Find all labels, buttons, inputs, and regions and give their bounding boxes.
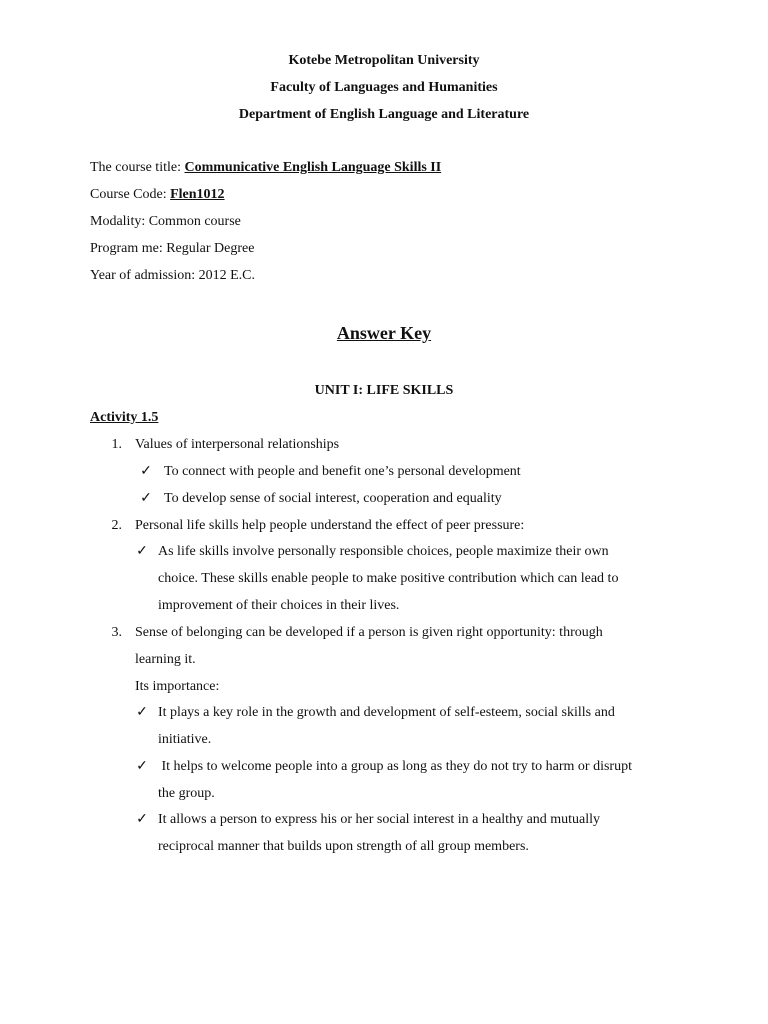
activity-title: Activity 1.5 (90, 410, 159, 425)
admission-line: Year of admission: 2012 E.C. (90, 268, 256, 283)
bullet-text-line: It plays a key role in the growth and development of self-esteem, social skills and (158, 705, 615, 720)
course-title-line (90, 159, 441, 177)
checkmark-icon: ✓ (136, 544, 148, 559)
list-item-text: Personal life skills help people understand the effect of peer pressure: (135, 518, 525, 533)
university-name: Kotebe Metropolitan University (288, 53, 480, 68)
bullet-text-line: initiative. (158, 732, 212, 747)
importance-subheading: Its importance: (135, 679, 220, 694)
checkmark-icon: ✓ (140, 491, 152, 506)
bullet-text-line: reciprocal manner that builds upon strength of all group members. (158, 839, 529, 854)
bullet-text: To develop sense of social interest, cooperation and equality (164, 491, 502, 506)
item-number: 2. (111, 518, 122, 533)
bullet-text-line: It helps to welcome people into a group as long as they do not try to harm or disrupt (158, 759, 632, 774)
item-number: 3. (111, 625, 122, 640)
list-item-text-line: learning it. (135, 652, 196, 667)
course-title-value: Communicative English Language Skills II (184, 160, 442, 175)
item-number: 1. (111, 437, 122, 452)
course-code-label: Course Code: (90, 187, 167, 202)
bullet-text: To connect with people and benefit one’s personal development (164, 464, 521, 479)
course-title-label: The course title: (90, 160, 181, 175)
bullet-text-line: It allows a person to express his or her social interest in a healthy and mutually (158, 812, 601, 827)
checkmark-icon: ✓ (136, 705, 148, 720)
checkmark-icon: ✓ (140, 464, 152, 479)
bullet-text-line: improvement of their choices in their lives. (158, 598, 400, 613)
bullet-text-line: As life skills involve personally responsible choices, people maximize their own (158, 544, 609, 559)
list-item-text: Values of interpersonal relationships (135, 437, 340, 452)
faculty-name: Faculty of Languages and Humanities (270, 80, 498, 95)
course-code-line (90, 186, 225, 204)
list-item-text-line: Sense of belonging can be developed if a person is given right opportunity: through (135, 625, 603, 640)
bullet-text-line: the group. (158, 786, 215, 801)
modality-line: Modality: Common course (90, 214, 241, 229)
unit-title: UNIT I: LIFE SKILLS (314, 383, 454, 398)
bullet-text-line: choice. These skills enable people to make positive contribution which can lead to (158, 571, 619, 586)
checkmark-icon: ✓ (136, 759, 148, 774)
department-name: Department of English Language and Literature (238, 107, 530, 122)
checkmark-icon: ✓ (136, 812, 148, 827)
answer-key-title: Answer Key (336, 323, 432, 343)
programme-line: Program me: Regular Degree (90, 241, 255, 256)
course-code-value: Flen1012 (170, 187, 225, 202)
